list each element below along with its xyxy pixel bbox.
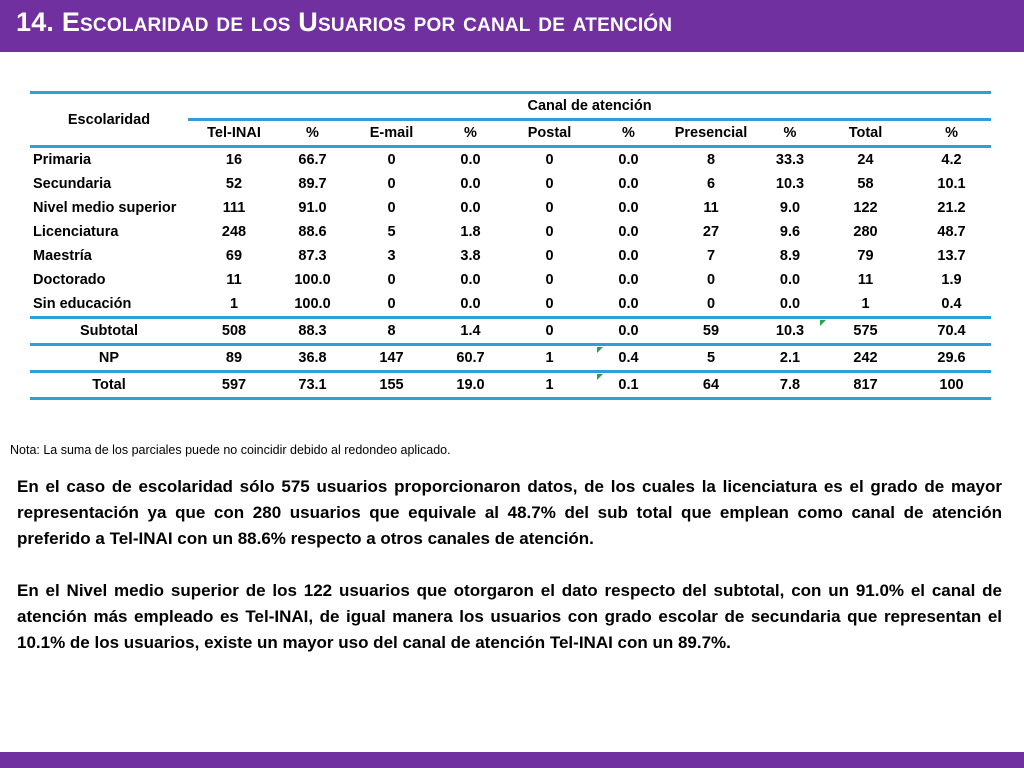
row-label: Maestría: [33, 248, 92, 264]
table-cell: 66.7: [298, 152, 327, 168]
table-cell: 11: [226, 272, 242, 288]
table-row: [30, 268, 991, 292]
table-cell: 122: [853, 200, 878, 216]
table-cell: 155: [345, 372, 438, 399]
table-cell: 8: [706, 152, 716, 168]
table-cell: 0: [545, 176, 554, 192]
table-cell: 91.0: [298, 200, 327, 216]
table-cell: 508: [188, 318, 280, 345]
table-cell: 11: [703, 200, 719, 216]
row-label: Total: [30, 372, 188, 399]
table-cell: 597: [188, 372, 280, 399]
table-cell: 5: [661, 345, 761, 372]
table-cell: 89: [188, 345, 280, 372]
table-cell: 8.9: [779, 248, 801, 264]
table-cell: 58: [857, 176, 874, 192]
table-cell: 280: [853, 224, 878, 240]
row-label: Nivel medio superior: [33, 200, 177, 216]
table-cell: 24: [857, 152, 874, 168]
table-cell: 27: [702, 224, 720, 240]
table-cell: 0: [345, 292, 438, 318]
table-cell: 9.6: [779, 224, 801, 240]
table-cell: 16: [225, 152, 243, 168]
table-cell: 0: [661, 292, 761, 318]
paragraph-nivel-medio-superior: En el Nivel medio superior de los 122 usuarios que otorgaron el dato respecto del subtotal, con un 91.0% el canal de atención más empleado es Tel-INAI, de igual manera los usuarios con grado escolar de secundaria que representan el 10.1% de los usuarios, existe un mayor uso del canal de atención Tel-INAI con un 89.7%.: [17, 581, 1002, 652]
table-cell: 0: [503, 318, 596, 345]
column-header: %: [464, 125, 477, 141]
bottom-bar: [0, 752, 1024, 768]
table-cell: 88.6: [298, 224, 327, 240]
table-cell: 147: [345, 345, 438, 372]
table-cell: 29.6: [912, 345, 991, 372]
table-cell: 4.2: [941, 152, 962, 168]
table-cell: 21.2: [937, 200, 966, 216]
header-canal-de-atencion: Canal de atención: [188, 93, 991, 120]
table-cell: 89.7: [298, 176, 327, 192]
table-cell: 0: [387, 152, 396, 168]
table-cell: 0: [387, 176, 396, 192]
table-cell: 6: [706, 176, 716, 192]
table-cell: 10.3: [775, 176, 805, 192]
table-cell: 0.0: [596, 292, 661, 318]
subtotal-row: [30, 318, 991, 345]
table-cell: 0: [503, 292, 596, 318]
column-header: Total: [848, 125, 883, 141]
table-cell: 1: [503, 345, 596, 372]
table-cell: 1.9: [941, 272, 962, 288]
table-cell: 64: [661, 372, 761, 399]
table-cell: 0.0: [618, 272, 639, 288]
table-cell: 79: [857, 248, 874, 264]
table-cell: 242: [819, 345, 912, 372]
table-cell: 111: [222, 200, 246, 216]
table-cell: 10.1: [937, 176, 966, 192]
table-cell: 48.7: [937, 224, 966, 240]
table-cell: 1.4: [438, 318, 503, 345]
table-cell: 0.0: [779, 272, 801, 288]
table-cell: 100.0: [280, 292, 345, 318]
table-cell: 0.4: [912, 292, 991, 318]
column-header: %: [783, 125, 797, 141]
table-row: [30, 172, 991, 196]
table-row: [30, 196, 991, 220]
row-label: Secundaria: [33, 176, 112, 192]
table-row: [30, 244, 991, 268]
escolaridad-table: [30, 91, 991, 400]
table-cell: 0.0: [460, 176, 481, 192]
table-cell: 100.0: [294, 272, 331, 288]
table-cell: 0: [387, 272, 396, 288]
table-row: [30, 147, 991, 173]
column-header: Tel-INAI: [207, 125, 261, 141]
column-header: Presencial: [674, 125, 748, 141]
table-cell: 3.8: [460, 248, 481, 264]
table-cell: 0.0: [618, 248, 639, 264]
table-cell: 87.3: [298, 248, 327, 264]
paragraph-licenciatura: En el caso de escolaridad sólo 575 usuarios proporcionaron datos, de los cuales la licenciatura es el grado de mayor representación ya que con 280 usuarios que equivale al 48.7% del sub total que emplean como canal de atención preferido a Tel-INAI con un 88.6% respecto a otros canales de atención.: [17, 477, 1002, 548]
table-cell: 36.8: [280, 345, 345, 372]
table-cell: 88.3: [280, 318, 345, 345]
column-header: %: [306, 125, 319, 141]
body-text: [17, 474, 1002, 656]
table-cell: 13.7: [937, 248, 966, 264]
table-cell: 0: [545, 200, 554, 216]
table-cell: 3: [387, 248, 396, 264]
row-label: Doctorado: [33, 272, 106, 288]
table-cell: 10.3: [761, 318, 819, 345]
table-cell: 0: [545, 152, 554, 168]
table-row: [30, 220, 991, 244]
table-cell: 0.0: [596, 318, 661, 345]
table-cell: 70.4: [912, 318, 991, 345]
table-cell: 100: [912, 372, 991, 399]
row-label: Licenciatura: [33, 224, 119, 240]
table-cell: 248: [221, 224, 247, 240]
data-table-container: [30, 91, 991, 400]
table-cell: 0: [545, 248, 554, 264]
table-cell: 1: [503, 372, 596, 399]
np-row: [30, 345, 991, 372]
table-cell: 0.1: [596, 372, 661, 399]
column-header: %: [622, 125, 635, 141]
table-cell: 73.1: [280, 372, 345, 399]
table-cell: 9.0: [779, 200, 801, 216]
table-note: Nota: La suma de los parciales puede no coincidir debido al redondeo aplicado.: [10, 443, 451, 457]
table-cell: 817: [819, 372, 912, 399]
slide-title: 14. Escolaridad de los Usuarios por canal de atención: [16, 7, 673, 37]
table-cell: 0.0: [618, 176, 639, 192]
table-cell: 19.0: [438, 372, 503, 399]
row-label: Primaria: [33, 152, 92, 168]
row-label: Subtotal: [30, 318, 188, 345]
table-cell: 0: [545, 224, 554, 240]
table-cell: 0.0: [438, 292, 503, 318]
table-cell: 0: [545, 272, 554, 288]
table-cell: 1.8: [460, 224, 481, 240]
title-bar: [0, 0, 1024, 52]
table-cell: 52: [225, 176, 243, 192]
table-cell: 0: [387, 200, 396, 216]
table-cell: 0.0: [761, 292, 819, 318]
table-row: [30, 292, 991, 318]
total-row: [30, 372, 991, 399]
table-cell: 69: [225, 248, 243, 264]
table-cell: 2.1: [761, 345, 819, 372]
table-cell: 0.4: [596, 345, 661, 372]
table-cell: 0.0: [460, 152, 481, 168]
table-cell: 0.0: [460, 200, 481, 216]
column-header: %: [945, 125, 958, 141]
table-cell: 575: [819, 318, 912, 345]
column-header: E-mail: [369, 125, 414, 141]
table-cell: 1: [188, 292, 280, 318]
column-header: Postal: [527, 125, 572, 141]
header-escolaridad: Escolaridad: [30, 93, 188, 147]
table-cell: 0.0: [618, 224, 639, 240]
table-cell: 0.0: [460, 272, 481, 288]
row-label: Sin educación: [30, 292, 188, 318]
table-cell: 5: [387, 224, 396, 240]
table-cell: 33.3: [775, 152, 805, 168]
row-label: NP: [30, 345, 188, 372]
table-cell: 0: [706, 272, 716, 288]
table-cell: 59: [661, 318, 761, 345]
table-cell: 60.7: [438, 345, 503, 372]
table-cell: 8: [345, 318, 438, 345]
table-cell: 1: [819, 292, 912, 318]
table-cell: 0.0: [618, 200, 639, 216]
table-cell: 0.0: [618, 152, 639, 168]
table-cell: 11: [857, 272, 874, 288]
table-cell: 7: [706, 248, 716, 264]
table-cell: 7.8: [761, 372, 819, 399]
